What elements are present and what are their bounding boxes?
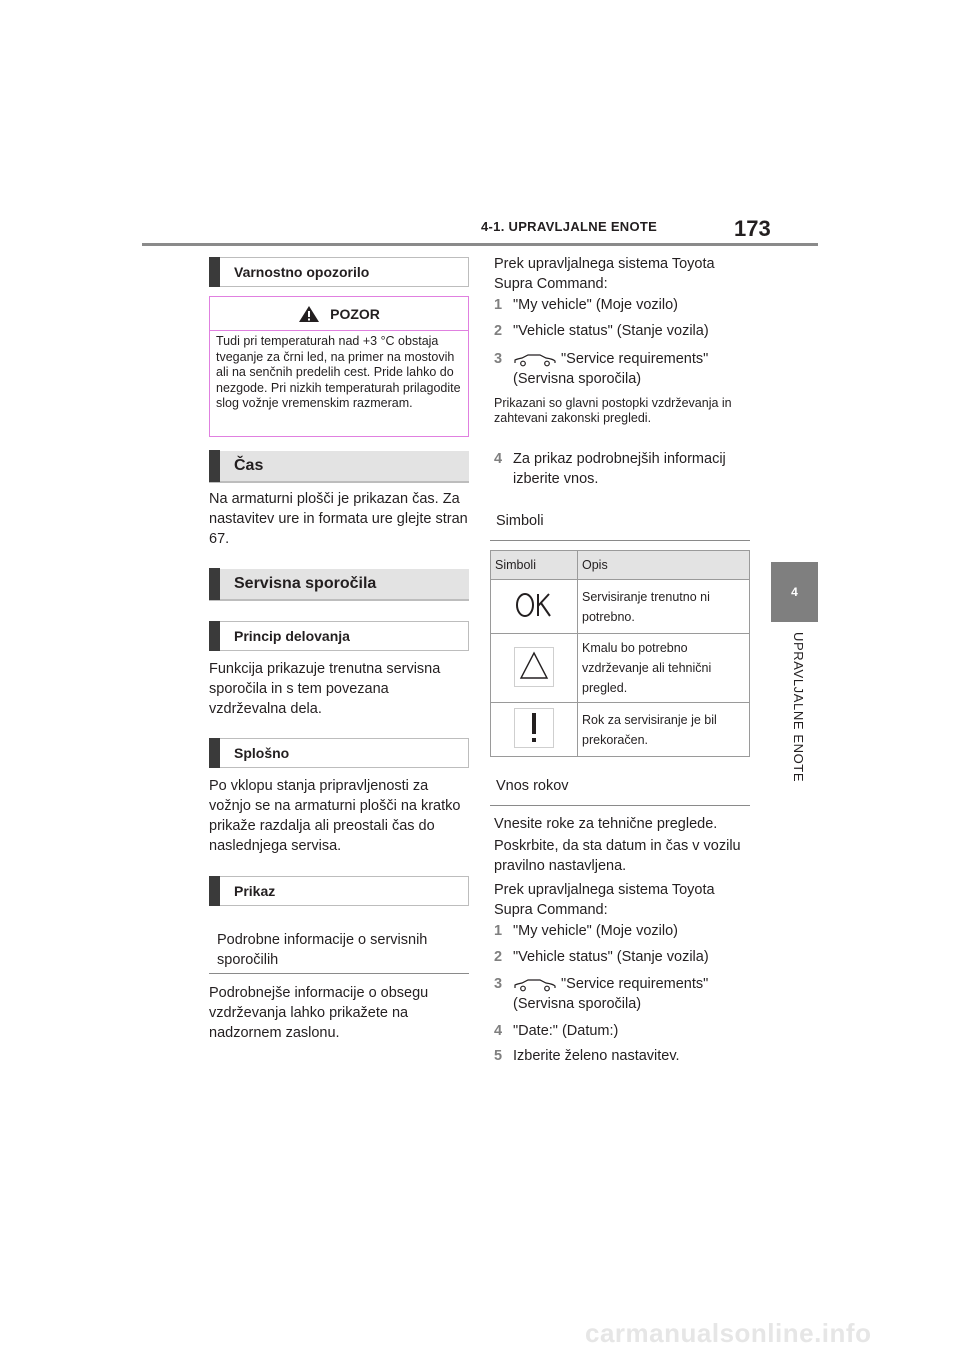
heading-bar (209, 568, 220, 600)
intro-paragraph-2: Prek upravljalnega sistema Toyota Supra Command: (494, 882, 715, 918)
general-paragraph: Po vklopu stanja pripravljenosti za vožnjo se na armaturni plošči na kratko prikaže razdalja ali preostali čas do naslednjega servisa. (209, 778, 461, 854)
detail-paragraph: Podrobnejše informacije o obsegu vzdrževanja lahko prikažete na nadzornem zaslonu. (209, 985, 429, 1041)
chapter-tab[interactable]: 4 (771, 562, 818, 622)
watermark: carmanualsonline.info (585, 1318, 872, 1348)
time-paragraph: Na armaturni plošči je prikazan čas. Za nastavitev ure in formata ure glejte stran 67. (209, 491, 468, 547)
step-text: "Date:" (Datum:) (513, 1023, 619, 1039)
heading-bar (209, 876, 220, 906)
step-3 (494, 974, 754, 1014)
heading-bar (209, 621, 220, 651)
step-number: 2 (494, 323, 503, 339)
detail-subheading: Podrobne informacije o servisnih sporočilih (209, 930, 469, 974)
ok-icon (514, 589, 554, 621)
table-cell: Kmalu bo potrebno vzdrževanje ali tehnični pregled. (578, 634, 750, 703)
intro-paragraph: Prek upravljalnega sistema Toyota Supra Command: (494, 256, 715, 292)
service-heading (209, 569, 469, 601)
section-title: 4-1. UPRAVLJALNE ENOTE (481, 219, 658, 234)
dates-paragraph-2: Poskrbite, da sta datum in čas v vozilu pravilno nastavljena. (494, 838, 741, 874)
caution-title: POZOR (330, 305, 380, 322)
caution-header (210, 297, 468, 331)
caution-box (209, 296, 469, 437)
step-number: 3 (494, 351, 503, 367)
step-number: 1 (494, 923, 503, 939)
table-row (491, 703, 750, 757)
dates-heading: Vnos rokov (490, 770, 750, 806)
table-cell (491, 580, 578, 634)
step-text: "Service requirements" (Servisna sporočila) (513, 976, 709, 1012)
step-number: 4 (494, 451, 503, 467)
display-heading (209, 876, 469, 906)
heading-bar (209, 450, 220, 482)
step-number: 2 (494, 949, 503, 965)
heading-bar (209, 738, 220, 768)
header-rule (142, 243, 818, 246)
table-header: Simboli (491, 551, 578, 580)
general-heading (209, 738, 469, 768)
chapter-label: UPRAVLJALNE ENOTE (791, 632, 806, 783)
table-cell (491, 634, 578, 703)
note-paragraph: Prikazani so glavni postopki vzdrževanja in zahtevani zakonski pregledi. (494, 396, 732, 425)
step-3 (494, 349, 754, 389)
table-row (491, 634, 750, 703)
heading-bar (209, 257, 220, 287)
step-number: 5 (494, 1048, 503, 1064)
caution-text: Tudi pri temperaturah nad +3 °C obstaja tveganje za črni led, na primer na mostovih ali na senčnih predelih cest. Pride lahko do nezgode. Pri nizkih temperaturah prilagodite slog vožnje vremenskim razmeram. (216, 334, 461, 410)
principle-heading (209, 621, 469, 651)
step-number: 4 (494, 1023, 503, 1039)
step-text: Izberite želeno nastavitev. (513, 1048, 680, 1064)
table-row (491, 580, 750, 634)
general-heading-text: Splošno (234, 745, 290, 761)
symbols-table (490, 550, 750, 757)
time-heading (209, 451, 469, 483)
safety-heading (209, 257, 469, 287)
table-cell: Servisiranje trenutno ni potrebno. (578, 580, 750, 634)
principle-paragraph: Funkcija prikazuje trenutna servisna sporočila in s tem povezana vzdrževalna dela. (209, 661, 441, 717)
exclamation-icon (514, 708, 554, 748)
principle-heading-text: Princip delovanja (234, 628, 350, 644)
step-number: 1 (494, 297, 503, 313)
time-heading-text: Čas (234, 457, 264, 474)
display-heading-text: Prikaz (234, 883, 276, 899)
step-text: "Vehicle status" (Stanje vozila) (513, 323, 709, 339)
step-text: "My vehicle" (Moje vozilo) (513, 297, 679, 313)
warning-icon (298, 305, 320, 323)
service-heading-text: Servisna sporočila (234, 575, 377, 592)
step-text: Za prikaz podrobnejših informacij izberite vnos. (513, 451, 726, 487)
page-number: 173 (734, 216, 771, 241)
step-number: 3 (494, 976, 503, 992)
safety-heading-text: Varnostno opozorilo (234, 264, 370, 280)
table-cell (491, 703, 578, 757)
symbols-heading: Simboli (490, 505, 750, 541)
dates-paragraph-1: Vnesite roke za tehnične preglede. (494, 816, 718, 832)
table-cell: Rok za servisiranje je bil prekoračen. (578, 703, 750, 757)
step-text: "Vehicle status" (Stanje vozila) (513, 949, 709, 965)
warning-triangle-icon (514, 647, 554, 687)
table-header-row (491, 551, 750, 580)
table-header: Opis (578, 551, 750, 580)
step-text: "Service requirements" (Servisna sporočila) (513, 351, 709, 387)
step-text: "My vehicle" (Moje vozilo) (513, 923, 679, 939)
